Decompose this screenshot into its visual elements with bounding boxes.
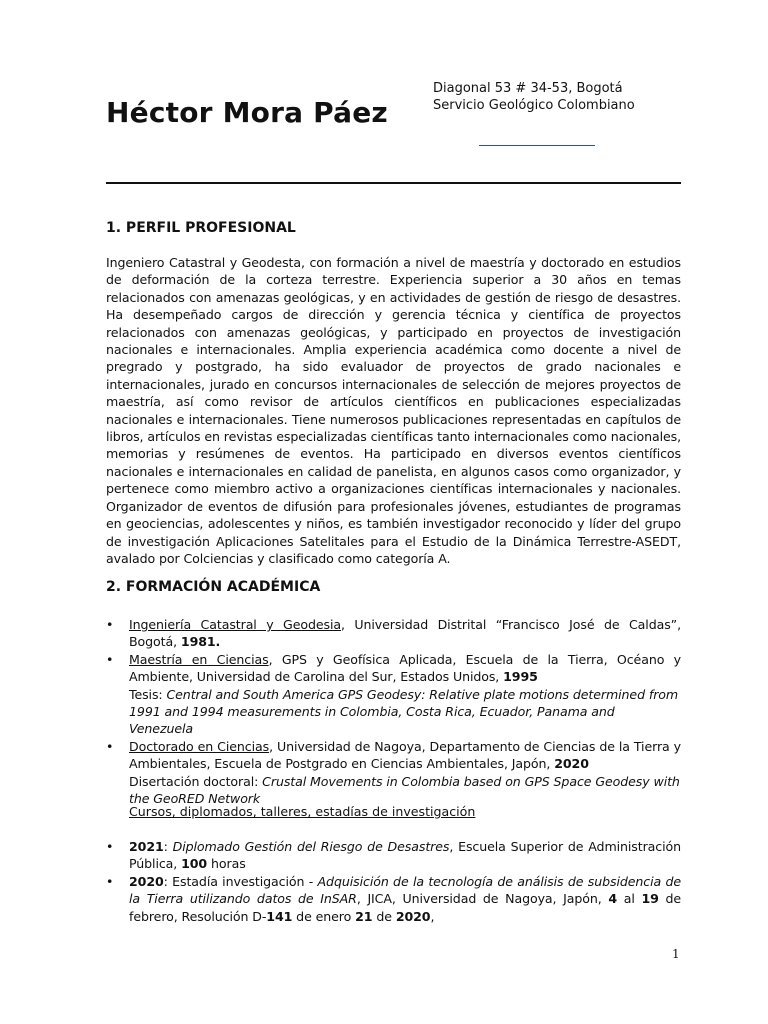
- thesis-title: Crustal Movements in Colombia based on GPS Space Geodesy with the GeoRED Network: [129, 773, 680, 807]
- courses-list: [106, 838, 681, 925]
- page-number: 1: [672, 947, 680, 961]
- course-year: 2020: [129, 873, 164, 889]
- degree-title: Ingeniería Catastral y Geodesia: [129, 617, 341, 632]
- course-title: Diplomado Gestión del Riesgo de Desastres: [172, 839, 450, 854]
- degree-year: 1995: [503, 669, 538, 685]
- bullet-icon: •: [106, 873, 114, 889]
- bullet-icon: •: [106, 617, 114, 632]
- degree-year: 2020: [554, 756, 589, 772]
- list-item: • 2020: Estadía investigación - Adquisición de la tecnología de análisis de subsidencia de la Tierra utilizando datos de InSAR, JICA, Universidad de Nagoya, Japón, 4 al 19 de febrero, Resolución D-141 de enero 21 de 2020,: [106, 873, 682, 924]
- perfil-paragraph: Ingeniero Catastral y Geodesta, con formación a nivel de maestría y doctorado en estudios de deformación de la corteza terrestre. Experiencia superior a 30 años en temas relacionados con amenazas geológicas, y en actividades de gestión de riesgo de desastres. Ha desempeñado cargos de dirección y gerencia técnica y científica de proyectos relacionados con amenazas geológicas, y participado en proyectos de investigación nacionales e internacionales. Amplia experiencia académica como docente a nivel de pregrado y postgrado, ha sido evaluador de proyectos de grado nacionales e internacionales, jurado en concursos internacionales de selección de mejores proyectos de maestría, así como revisor de artículos científicos en publicaciones especializadas nacionales e internacionales. Tiene numerosos publicaciones representadas en capítulos de libros, artículos en revistas especializadas científicas tanto internacionales como nacionales, memorias y resúmenes de eventos. Ha participado en diversos eventos científicos nacionales e internacionales en calidad de panelista, en algunos casos como organizador, y pertenece como miembro activo a organizaciones científicas internacionales y nacionales. Organizador de eventos de difusión para profesionales jóvenes, estudiantes de programas en geociencias, adolescentes y niños, es también investigador reconocido y líder del grupo de investigación Aplicaciones Satelitales para el Estudio de la Dinámica Terrestre-ASEDT, avalado por Colciencias y clasificado como categoría A.: [106, 255, 681, 566]
- degree-title: Doctorado en Ciencias: [129, 738, 270, 754]
- course-year: 2021: [129, 839, 164, 854]
- section-heading-formacion: 2. FORMACIÓN ACADÉMICA: [106, 579, 321, 595]
- degree-title: Maestría en Ciencias: [129, 651, 269, 667]
- course-title: Adquisición de la tecnología de análisis de subsidencia de la Tierra utilizando datos de InSAR: [129, 873, 682, 907]
- header-divider: [106, 182, 681, 184]
- thesis-title: Central and South America GPS Geodesy: Relative plate motions determined from 1991 and 1994 measurements in Colombia, Costa Rica, Ecuador, Panama and Venezuela: [129, 686, 679, 737]
- bullet-icon: •: [106, 738, 114, 754]
- courses-heading: Cursos, diplomados, talleres, estadías de investigación: [129, 804, 476, 819]
- degree-list: [106, 616, 681, 807]
- bullet-icon: •: [106, 651, 114, 667]
- institution-line: Servicio Geológico Colombiano: [433, 98, 635, 113]
- author-name: Héctor Mora Páez: [106, 96, 388, 129]
- degree-year: 1981.: [180, 634, 221, 650]
- list-item: • Doctorado en Ciencias, Universidad de Nagoya, Departamento de Ciencias de la Tierra y Ambientales, Escuela de Postgrado en Ciencias Ambientales, Japón, 2020 Disertación doctoral: Crustal Movements in Colombia based on GPS Space Geodesy with the GeoRED Network: [106, 738, 681, 807]
- contact-address: [433, 80, 635, 114]
- list-item: • Maestría en Ciencias, GPS y Geofísica Aplicada, Escuela de la Tierra, Océano y Ambiente, Universidad de Carolina del Sur, Estados Unidos, 1995 Tesis: Central and South America GPS Geodesy: Relative plate motions determined from 1991 and 1994 measurements in Colombia, Costa Rica, Ecuador, Panama and Venezuela: [106, 651, 682, 737]
- bullet-icon: •: [106, 839, 114, 854]
- section-heading-perfil: 1. PERFIL PROFESIONAL: [106, 220, 296, 236]
- list-item: • Ingeniería Catastral y Geodesia, Universidad Distrital “Francisco José de Caldas”, Bogotá, 1981.: [106, 617, 681, 650]
- email-link-underline[interactable]: [479, 145, 595, 146]
- list-item: • 2021: Diplomado Gestión del Riesgo de Desastres, Escuela Superior de Administración Pública, 100 horas: [106, 839, 681, 872]
- address-line: Diagonal 53 # 34-53, Bogotá: [433, 81, 623, 96]
